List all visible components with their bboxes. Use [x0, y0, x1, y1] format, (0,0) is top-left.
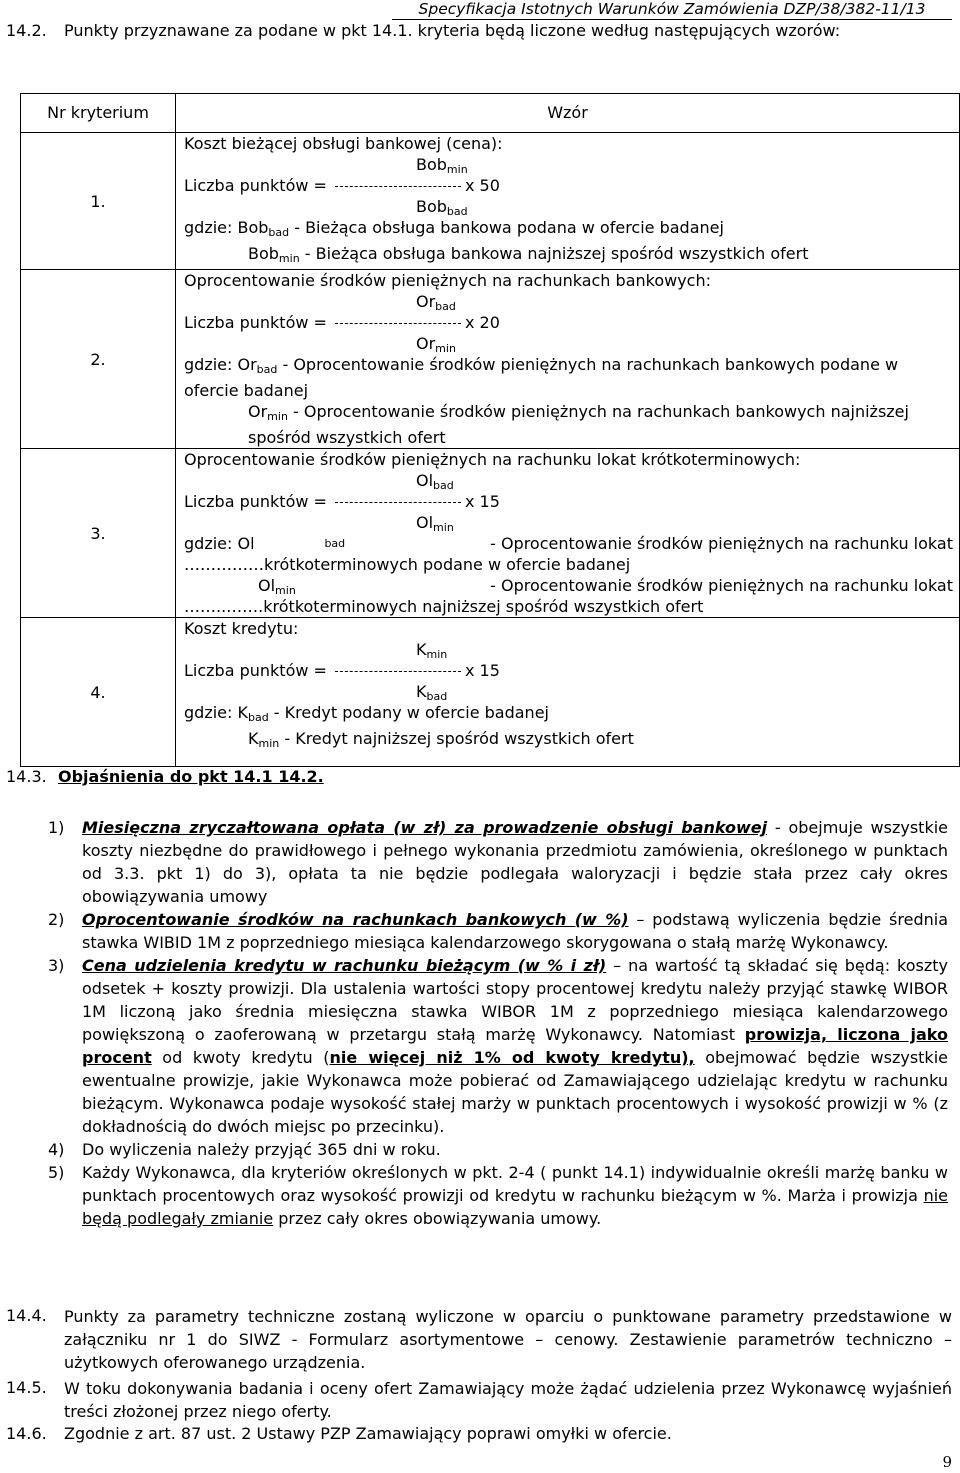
item-text: od kwoty kredytu ( [151, 1048, 330, 1067]
def-symbol: Bob [248, 244, 279, 263]
definition-line [184, 217, 953, 243]
section-number: 14.5. [6, 1378, 47, 1397]
criterion-formula [176, 133, 960, 270]
criteria-table [20, 93, 960, 767]
criterion-title: Oprocentowanie środków pieniężnych na rachunku lokat krótkoterminowych: [184, 450, 801, 469]
def-text: ……..…….krótkoterminowych najniższej spośród wszystkich ofert [184, 597, 704, 616]
subscript: bad [435, 300, 456, 313]
criterion-title: Koszt kredytu: [184, 619, 299, 638]
section-number: 14.4. [6, 1306, 47, 1325]
def-text: ……………krótkoterminowych podane w ofercie badanej [184, 555, 631, 574]
section-14-3 [6, 766, 952, 788]
criterion-number: 2. [21, 270, 176, 449]
section-14-2 [6, 20, 952, 66]
subscript: bad [433, 479, 454, 492]
item-text: - obejmuje wszystkie koszty niezbędne do prawidłowego i pełnego wykonania przedmiotu zamówienia, określonego w punktach od 3.3. pkt 1) do 3), opłata ta nie będzie podlegała waloryzacji i będzie stała przez cały okres obowiązywania umowy [82, 818, 948, 906]
item-number: 1) [48, 818, 65, 837]
criterion-number: 3. [21, 449, 176, 618]
criterion-formula [176, 270, 960, 449]
explanation-item [48, 1161, 948, 1230]
def-text: - Oprocentowanie środków pieniężnych na rachunku lokat [490, 534, 953, 553]
formula-label: Liczba punktów = [184, 176, 327, 195]
subscript: bad [268, 226, 290, 239]
definition-line [184, 354, 953, 401]
criterion-formula [176, 618, 960, 767]
def-text: - Bieżąca obsługa bankowa podana w ofercie badanej [294, 218, 724, 237]
numerator [184, 470, 953, 491]
criterion-title: Koszt bieżącej obsługi bankowej (cena): [184, 134, 503, 153]
definition-line [184, 575, 953, 596]
subscript: min [433, 521, 454, 534]
item-heading: Cena udzielenia kredytu w rachunku bieżącym (w % i zł) [82, 956, 607, 975]
subscript: bad [426, 690, 448, 703]
fraction-line [335, 186, 461, 187]
section-title: Objaśnienia do pkt 14.1 14.2. [58, 767, 324, 786]
page-number: 9 [942, 1453, 952, 1471]
criterion-row [21, 449, 960, 618]
section-number: 14.3. [6, 767, 47, 786]
definition-line [184, 401, 953, 448]
section-text: W toku dokonywania badania i oceny ofert Zamawiający może żądać udzielenia przez Wykonawcę wyjaśnień treści złożonej przez niego oferty. [64, 1379, 952, 1421]
subscript: min [446, 163, 468, 176]
def-text: - Kredyt najniższej spośród wszystkich ofert [284, 729, 634, 748]
multiplier: x 50 [464, 176, 500, 195]
fraction-line [335, 323, 461, 324]
subscript: min [267, 410, 288, 423]
multiplier: x 15 [464, 492, 500, 511]
numerator [184, 639, 953, 660]
definition-line [184, 243, 953, 269]
numerator-symbol: Or [416, 292, 436, 311]
denominator [184, 681, 953, 702]
def-text: - Oprocentowanie środków pieniężnych na rachunkach bankowych podane w ofercie badanej [184, 355, 899, 400]
numerator-symbol: Bob [416, 155, 447, 174]
multiplier: x 20 [464, 313, 500, 332]
subscript: min [258, 737, 280, 750]
item-text: Do wyliczenia należy przyjąć 365 dni w roku. [82, 1140, 441, 1159]
definition-line [184, 533, 953, 554]
criterion-row [21, 133, 960, 270]
numerator [184, 154, 953, 175]
section-number: 14.2. [6, 21, 47, 40]
item-number: 4) [48, 1140, 65, 1159]
formula-line [184, 491, 953, 512]
column-header-nr: Nr kryterium [21, 94, 176, 133]
definition-line [184, 596, 953, 617]
definition-line [184, 702, 953, 728]
denominator-symbol: Bob [416, 197, 447, 216]
def-symbol: K [248, 729, 259, 748]
item-text: – na wartość tą składać się będą: koszty odsetek + koszty prowizji. Dla ustalenia wartości stopy procentowej kredytu należy przyjąć stawkę WIBOR 1M liczoną jako średnia miesięczna stawka WIBOR 1M z poprzedniego miesiąca kalendarzowego powiększoną o zaoferowaną w przetargu stałą marżę Wykonawcy. Natomiast [82, 956, 949, 1044]
denominator-symbol: K [416, 682, 427, 701]
fraction-line [335, 671, 461, 672]
explanation-item [48, 816, 948, 908]
formula-line [184, 175, 953, 196]
section-text: Punkty za parametry techniczne zostaną wyliczone w oparciu o punktowane parametry przedstawione w załączniku nr 1 do SIWZ - Formularz asortymentowe – cenowy. Zestawienie parametrów techniczno – użytkowych oferowanego urządzenia. [64, 1307, 952, 1372]
definition-line [184, 554, 953, 575]
multiplier: x 15 [464, 661, 500, 680]
item-heading: Miesięczna zryczałtowana opłata (w zł) za prowadzenie obsługi bankowej [82, 818, 768, 837]
section-14-6 [6, 1423, 952, 1445]
item-number: 3) [48, 956, 65, 975]
section-number: 14.6. [6, 1424, 47, 1443]
section-14-4 [6, 1305, 952, 1375]
definition-line [184, 728, 953, 754]
item-emphasis: prowizja, liczona jako procent [82, 1025, 948, 1067]
def-text: - Oprocentowanie środków pieniężnych na rachunkach bankowych najniższej spośród wszystkich ofert [248, 402, 909, 447]
def-text: - Oprocentowanie środków pieniężnych na rachunku lokat [490, 576, 953, 595]
denominator [184, 196, 953, 217]
subscript: bad [446, 205, 468, 218]
formula-line [184, 660, 953, 681]
criterion-number: 4. [21, 618, 176, 767]
subscript: min [275, 584, 296, 597]
formula-label: Liczba punktów = [184, 661, 327, 680]
page-header: Specyfikacja Istotnych Warunków Zamówienia DZP/38/382-11/13 [392, 0, 952, 20]
section-text: Zgodnie z art. 87 ust. 2 Ustawy PZP Zamawiający poprawi omyłki w ofercie. [64, 1424, 672, 1443]
denominator [184, 333, 953, 354]
explanation-item [48, 908, 948, 954]
formula-label: Liczba punktów = [184, 492, 327, 511]
subscript: min [426, 648, 448, 661]
formula-line [184, 312, 953, 333]
criterion-title: Oprocentowanie środków pieniężnych na rachunkach bankowych: [184, 271, 711, 290]
explanation-item [48, 954, 948, 1138]
criterion-row [21, 618, 960, 767]
def-symbol: gdzie: Ol [184, 534, 255, 553]
fraction-line [335, 502, 461, 503]
formula-label: Liczba punktów = [184, 313, 327, 332]
explanations-list [48, 816, 948, 1230]
criterion-formula [176, 449, 960, 618]
numerator [184, 291, 953, 312]
item-emphasis: nie więcej niż 1% od kwoty kredytu), [329, 1048, 695, 1067]
def-symbol: Ol [258, 576, 276, 595]
criterion-row [21, 270, 960, 449]
item-number: 2) [48, 910, 65, 929]
subscript: bad [247, 711, 269, 724]
def-text: - Bieżąca obsługa bankowa najniższej spośród wszystkich ofert [304, 244, 809, 263]
item-heading: Oprocentowanie środków na rachunkach bankowych (w %) [82, 910, 629, 929]
criterion-number: 1. [21, 133, 176, 270]
numerator-symbol: Ol [416, 471, 434, 490]
subscript: bad [324, 537, 346, 550]
def-symbol: gdzie: Bob [184, 218, 269, 237]
item-text: przez cały okres obowiązywania umowy. [273, 1209, 602, 1228]
item-text: – podstawą wyliczenia będzie średnia stawka WIBID 1M z poprzedniego miesiąca kalendarzowego skorygowana o stałą marżę Wykonawcy. [82, 910, 948, 952]
denominator-symbol: Or [416, 334, 436, 353]
denominator [184, 512, 953, 533]
section-14-5 [6, 1377, 952, 1423]
def-symbol: gdzie: K [184, 703, 248, 722]
def-symbol: gdzie: Or [184, 355, 257, 374]
def-text: - Kredyt podany w ofercie badanej [273, 703, 549, 722]
item-emphasis: nie będą podlegały zmianie [82, 1186, 948, 1228]
subscript: min [278, 252, 300, 265]
item-text: Każdy Wykonawca, dla kryteriów określonych w pkt. 2-4 ( punkt 14.1) indywidualnie określi marżę banku w punktach procentowych oraz wysokość prowizji od kredytu w rachunku bieżącym w %. Marża i prowizja [82, 1163, 948, 1205]
def-symbol: Or [248, 402, 268, 421]
section-text: Punkty przyznawane za podane w pkt 14.1. kryteria będą liczone według następujących wzorów: [64, 21, 841, 40]
item-text: obejmować będzie wszystkie ewentualne prowizje, jakie Wykonawca może pobierać od Zamawiającego udzielając kredytu w rachunku bieżącym. Wykonawca podaje wysokość stałej marży w punktach procentowych i wysokość prowizji w % (z dokładnością do dwóch miejsc po przecinku). [82, 1048, 948, 1136]
item-number: 5) [48, 1163, 65, 1182]
numerator-symbol: K [416, 640, 427, 659]
subscript: min [435, 342, 456, 355]
column-header-formula: Wzór [176, 94, 960, 133]
subscript: bad [256, 363, 278, 376]
explanation-item [48, 1138, 948, 1161]
denominator-symbol: Ol [416, 513, 434, 532]
